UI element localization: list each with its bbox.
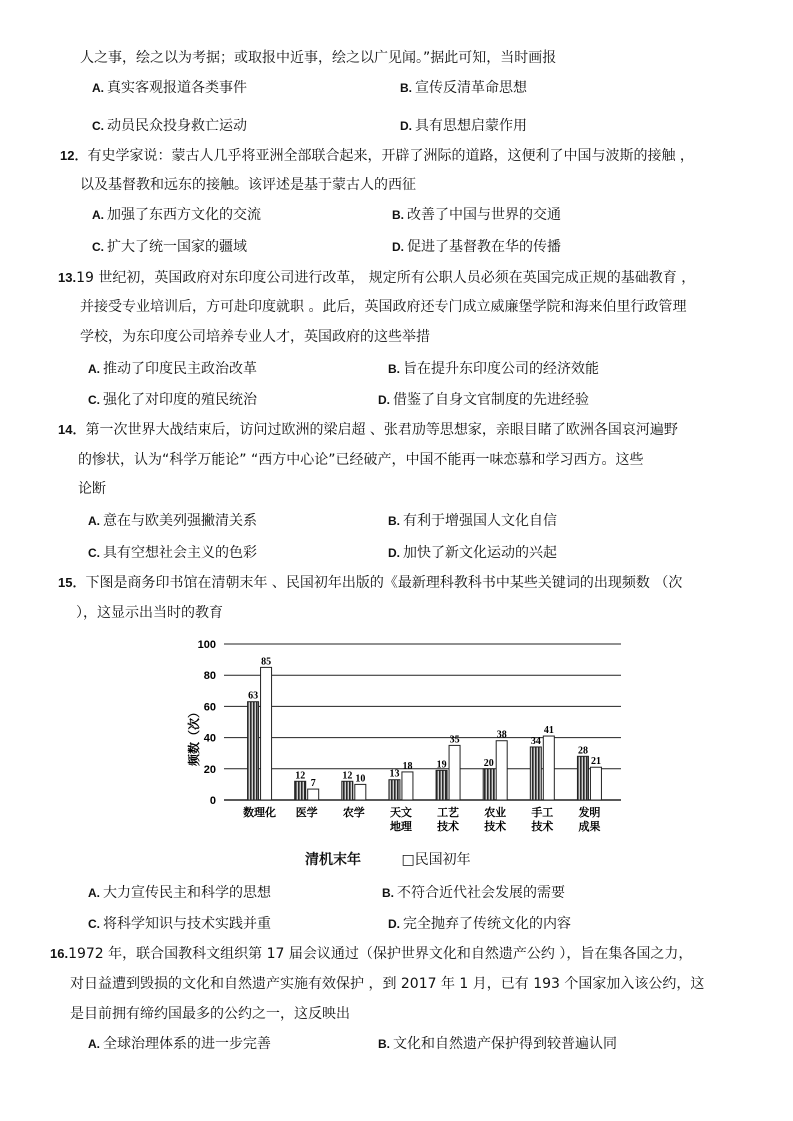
keyword-frequency-bar-chart	[187, 632, 626, 847]
bar-qing	[577, 756, 588, 800]
q12-option-c[interactable]: C. 扩大了统一国家的疆域	[92, 239, 247, 255]
legend-series-1: 清机末年	[305, 852, 361, 868]
bar-minguo	[355, 784, 366, 800]
data-label: 35	[449, 734, 460, 746]
bar-qing	[436, 770, 447, 800]
x-tick-label: 发明	[578, 806, 601, 819]
x-tick-label: 地理	[389, 820, 412, 833]
q16-number: 16.	[50, 946, 69, 961]
q15-number: 15．	[58, 575, 86, 590]
q12-option-a[interactable]: A. 加强了东西方文化的交流	[92, 207, 261, 223]
x-tick-label: 技术	[437, 820, 460, 833]
bar-minguo	[449, 745, 460, 800]
bar-qing	[530, 747, 541, 800]
x-tick-label: 成果	[578, 820, 601, 833]
bar-minguo	[543, 736, 554, 800]
bar-qing	[389, 780, 400, 800]
q15-option-d[interactable]: D. 完全抛弃了传统文化的内容	[388, 916, 571, 932]
data-label: 34	[530, 735, 541, 747]
q11-option-b[interactable]: B. 宣传反清革命思想	[400, 80, 527, 96]
x-tick-label: 手工	[531, 806, 554, 819]
y-tick-label: 0	[209, 795, 216, 807]
q16-line-3: 是目前拥有缔约国最多的公约之一，这反映出	[70, 1006, 350, 1022]
q15-line-1: 15．下图是商务印书馆在清朝末年 、民国初年出版的《最新理科教科书中某些关键词的出现频数 （次	[58, 575, 683, 591]
q12-number: 12．	[60, 148, 88, 163]
q14-line-2: 的惨状，认为“科学万能论” “西方中心论”已经破产，中国不能再一味恋慕和学习西方。这些	[78, 452, 644, 468]
q13-line-3: 学校，为东印度公司培养专业人才，英国政府的这些举措	[80, 329, 430, 345]
y-tick-label: 40	[203, 732, 216, 745]
q11-option-a[interactable]: A. 真实客观报道各类事件	[92, 80, 247, 96]
q12-option-d[interactable]: D. 促进了基督教在华的传播	[392, 239, 561, 255]
q15-option-b[interactable]: B. 不符合近代社会发展的需要	[382, 885, 565, 901]
q15-option-c[interactable]: C. 将科学知识与技术实践并重	[88, 916, 271, 932]
q13-line-1: 13.19 世纪初，英国政府对东印度公司进行改革， 规定所有公职人员必须在英国完成正规的基础教育 ，	[58, 270, 696, 286]
q12-line-2: 以及基督教和远东的接触。该评述是基于蒙古人的西征	[80, 177, 416, 193]
x-tick-label: 数理化	[243, 806, 277, 819]
x-tick-label: 农学	[342, 806, 365, 819]
q15-option-a[interactable]: A. 大力宣传民主和科学的思想	[88, 885, 271, 901]
data-label: 7	[310, 778, 316, 790]
q13-option-b[interactable]: B. 旨在提升东印度公司的经济效能	[388, 361, 599, 377]
data-label: 85	[261, 656, 272, 668]
data-label: 18	[402, 760, 413, 772]
bar-minguo	[590, 767, 601, 800]
q14-option-a[interactable]: A. 意在与欧美列强撇清关系	[88, 513, 257, 529]
q16-option-a[interactable]: A. 全球治理体系的进一步完善	[88, 1036, 271, 1052]
q14-option-b[interactable]: B. 有利于增强国人文化自信	[388, 513, 557, 529]
legend-series-2: □民国初年	[401, 852, 471, 868]
bar-qing	[342, 781, 353, 800]
bar-minguo	[402, 772, 413, 800]
data-label: 28	[577, 745, 588, 757]
q15-line-2: ），这显示出当时的教育	[76, 605, 223, 621]
q13-option-c[interactable]: C. 强化了对印度的殖民统治	[88, 392, 257, 408]
x-tick-label: 技术	[484, 820, 507, 833]
x-tick-label: 天文	[389, 806, 412, 819]
x-tick-label: 农业	[484, 806, 507, 819]
q16-line-2: 对日益遭到毁损的文化和自然遗产实施有效保护 ，到 2017 年 1 月，已有 193 个国家加入该公约，这	[70, 976, 705, 992]
data-label: 38	[496, 729, 507, 741]
data-label: 63	[248, 690, 259, 702]
bar-qing	[248, 702, 259, 800]
data-label: 13	[389, 768, 400, 780]
q14-option-c[interactable]: C. 具有空想社会主义的色彩	[88, 545, 257, 561]
q13-line-2: 并接受专业培训后，方可赴印度就职 。此后，英国政府还专门成立威廉堡学院和海来伯里行政管理	[80, 299, 687, 315]
x-tick-label: 医学	[295, 806, 318, 819]
bar-minguo	[261, 667, 272, 800]
x-tick-label: 工艺	[437, 806, 460, 819]
q11-option-c[interactable]: C. 动员民众投身救亡运动	[92, 118, 247, 134]
q11-option-d[interactable]: D. 具有思想启蒙作用	[400, 118, 527, 134]
data-label: 12	[295, 770, 306, 782]
y-tick-label: 60	[203, 701, 216, 714]
q11-line-cont: 人之事，绘之以为考据；或取报中近事，绘之以广见闻。”据此可知，当时画报	[80, 50, 557, 66]
y-axis-label: 频数（次）	[187, 705, 201, 767]
q12-line-1: 12．有史学家说：蒙古人几乎将亚洲全部联合起来，开辟了洲际的道路，这便利了中国与波斯的接触 ，	[60, 148, 694, 164]
q13-number: 13.	[58, 270, 77, 285]
data-label: 20	[483, 757, 494, 769]
q16-line-1: 16.1972 年，联合国教科文组织第 17 届会议通过（保护世界文化和自然遗产公约 ），旨在集各国之力，	[50, 946, 693, 962]
y-tick-label: 20	[203, 763, 216, 776]
q14-option-d[interactable]: D. 加快了新文化运动的兴起	[388, 545, 557, 561]
chart-legend	[305, 850, 565, 870]
q14-line-3: 论断	[78, 481, 106, 497]
q12-option-b[interactable]: B. 改善了中国与世界的交通	[392, 207, 561, 223]
q16-option-b[interactable]: B. 文化和自然遗产保护得到较普遍认同	[378, 1036, 617, 1052]
bar-qing	[295, 781, 306, 800]
data-label: 12	[342, 770, 353, 782]
bar-qing	[483, 769, 494, 800]
data-label: 21	[590, 756, 601, 768]
y-tick-label: 80	[203, 670, 216, 683]
y-tick-label: 100	[197, 639, 216, 651]
data-label: 10	[355, 773, 366, 785]
q13-option-d[interactable]: D. 借鉴了自身文官制度的先进经验	[378, 392, 589, 408]
q13-option-a[interactable]: A. 推动了印度民主政治改革	[88, 361, 257, 377]
q14-number: 14．	[58, 422, 86, 437]
q14-line-1: 14．第一次世界大战结束后，访问过欧洲的梁启超 、张君劢等思想家，亲眼目睹了欧洲各国哀河遍野	[58, 422, 678, 438]
bar-minguo	[496, 741, 507, 800]
x-tick-label: 技术	[531, 820, 554, 833]
data-label: 41	[543, 725, 554, 737]
bar-minguo	[308, 789, 319, 800]
data-label: 19	[436, 759, 447, 771]
